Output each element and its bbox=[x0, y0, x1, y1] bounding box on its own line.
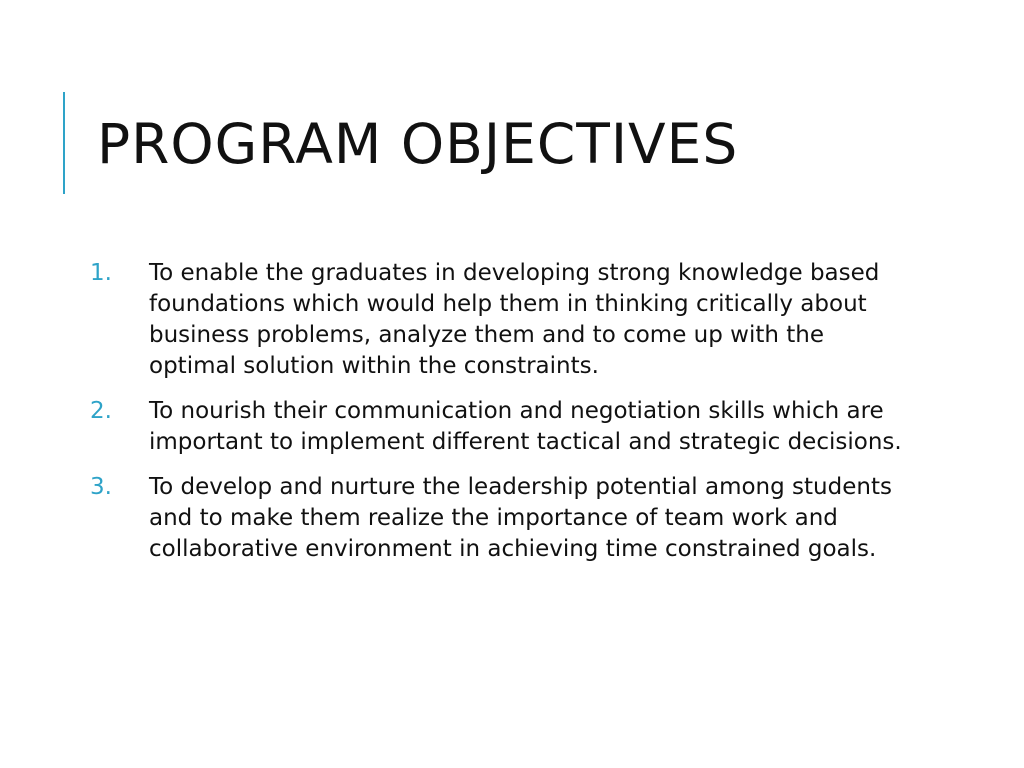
list-item-number: 1. bbox=[90, 260, 112, 286]
list-item-number: 2. bbox=[90, 398, 112, 424]
list-item-number: 3. bbox=[90, 474, 112, 500]
list-item-text: To develop and nurture the leadership potential among students and to make them realize the importance of team work and collaborative environment in achieving time constrained goals. bbox=[149, 474, 892, 562]
objectives-list bbox=[90, 258, 910, 579]
list-item bbox=[90, 258, 910, 382]
list-item-text: To enable the graduates in developing strong knowledge based foundations which would help them in thinking critically about business problems, analyze them and to come up with the optimal solution within the constraints. bbox=[149, 260, 880, 379]
slide-title: PROGRAM OBJECTIVES bbox=[97, 112, 739, 176]
list-item-text: To nourish their communication and negotiation skills which are important to implement different tactical and strategic decisions. bbox=[149, 398, 902, 455]
list-item bbox=[90, 472, 910, 565]
title-accent-bar bbox=[63, 92, 65, 194]
list-item bbox=[90, 396, 910, 458]
